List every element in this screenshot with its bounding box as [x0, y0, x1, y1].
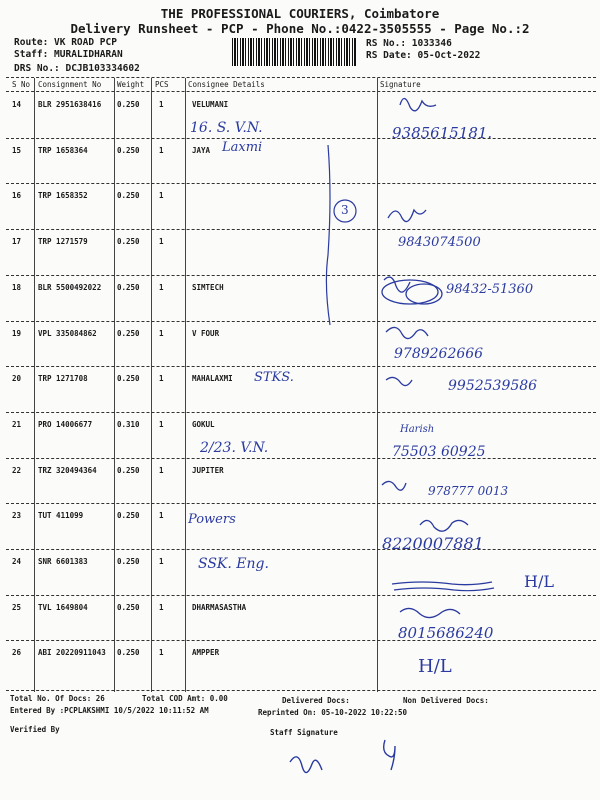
row-sno: 18 — [12, 282, 22, 292]
row-consignee: V FOUR — [192, 328, 220, 338]
hw-r24-consignee: SSK. Eng. — [198, 556, 269, 572]
hw-r21-consignee: 2/23. V.N. — [200, 440, 269, 456]
delivered-docs: Delivered Docs: — [282, 696, 350, 705]
reprinted-on: Reprinted On: 05-10-2022 10:22:50 — [258, 708, 408, 717]
row-weight: 0.310 — [117, 419, 140, 429]
row-sno: 15 — [12, 145, 22, 155]
hw-r23-signature: 8220007881 — [382, 534, 484, 553]
row-pcs: 1 — [159, 648, 164, 658]
row-consignment-no: TRZ 320494364 — [38, 465, 97, 475]
hw-r14-signature: 9385615181. — [392, 124, 493, 142]
col-consignee: Consignee Details — [188, 80, 265, 89]
row-pcs: 1 — [159, 465, 164, 475]
row-pcs: 1 — [159, 237, 164, 247]
row-sno: 20 — [12, 374, 22, 384]
verified-by: Verified By — [10, 725, 60, 734]
row-sno: 24 — [12, 557, 22, 566]
staff-label: Staff: MURALIDHARAN — [14, 49, 123, 60]
row-consignment-no: TRP 1658352 — [38, 191, 88, 201]
hw-r21-signature: 75503 60925 — [392, 444, 486, 460]
row-consignment-no: TRP 1271708 — [38, 374, 88, 384]
row-consignee: VELUMANI — [192, 100, 229, 109]
row-consignment-no: BLR 5500492022 — [38, 282, 102, 292]
hw-r19-signature: 9789262666 — [394, 346, 484, 362]
row-weight: 0.250 — [117, 328, 140, 338]
hw-circled-number: 3 — [341, 203, 349, 217]
col-signature: Signature — [380, 80, 421, 89]
total-cod: Total COD Amt: 0.00 — [142, 694, 228, 703]
row-weight: 0.250 — [117, 465, 140, 475]
row-pcs: 1 — [159, 100, 164, 109]
row-weight: 0.250 — [117, 145, 140, 155]
row-sno: 22 — [12, 465, 22, 475]
runsheet-subtitle: Delivery Runsheet - PCP - Phone No.:0422-3505555 - Page No.:2 — [70, 21, 530, 36]
company-name: THE PROFESSIONAL COURIERS, Coimbatore — [160, 6, 440, 21]
row-sno: 25 — [12, 602, 22, 612]
row-weight: 0.250 — [117, 100, 140, 109]
row-weight: 0.250 — [117, 374, 140, 384]
row-pcs: 1 — [159, 328, 164, 338]
row-pcs: 1 — [159, 145, 164, 155]
hw-r17-signature: 9843074500 — [398, 235, 481, 250]
total-docs: Total No. Of Docs: 26 — [10, 694, 105, 703]
hw-r20-consignee: STKS. — [254, 370, 294, 385]
row-weight: 0.250 — [117, 648, 140, 658]
row-weight: 0.250 — [117, 237, 140, 247]
row-weight: 0.250 — [117, 282, 140, 292]
row-consignment-no: TRP 1658364 — [38, 145, 88, 155]
row-consignment-no: TRP 1271579 — [38, 237, 88, 247]
row-sno: 19 — [12, 328, 22, 338]
hw-r18-signature: 98432-51360 — [446, 282, 534, 297]
hw-r20-signature: 9952539586 — [448, 378, 538, 394]
hw-r22-signature: 978777 0013 — [428, 484, 509, 498]
footer-divider — [6, 690, 596, 691]
row-consignment-no: ABI 20220911043 — [38, 648, 106, 658]
row-pcs: 1 — [159, 511, 164, 521]
row-consignment-no: PRO 14006677 — [38, 419, 93, 429]
hw-r24-mark: H/L — [524, 572, 554, 591]
row-consignee: AMPPER — [192, 648, 220, 658]
row-pcs: 1 — [159, 191, 164, 201]
row-sno: 23 — [12, 511, 22, 521]
entered-by: Entered By :PCPLAKSHMI 10/5/2022 10:11:52 AM — [10, 706, 209, 715]
row-consignee: SIMTECH — [192, 282, 224, 292]
col-weight: Weight — [117, 80, 145, 89]
row-pcs: 1 — [159, 419, 164, 429]
row-consignment-no: SNR 6601383 — [38, 557, 88, 566]
row-consignment-no: TUT 411099 — [38, 511, 84, 521]
col-pcs: PCS — [155, 80, 169, 89]
row-sno: 14 — [12, 100, 22, 109]
row-weight: 0.250 — [117, 511, 140, 521]
row-weight: 0.250 — [117, 602, 140, 612]
row-sno: 26 — [12, 648, 22, 658]
row-weight: 0.250 — [117, 557, 140, 566]
rs-number: RS No.: 1033346 — [366, 38, 452, 49]
hw-r14-consignee: 16. S. V.N. — [190, 120, 263, 136]
col-sno: S No — [12, 80, 31, 89]
col-consignment: Consignment No — [38, 80, 102, 89]
row-consignment-no: VPL 335084862 — [38, 328, 97, 338]
row-consignee: GOKUL — [192, 419, 215, 429]
drs-label: DRS No.: DCJB103334602 — [14, 63, 140, 74]
rs-date: RS Date: 05-Oct-2022 — [366, 50, 481, 61]
route-label: Route: VK ROAD PCP — [14, 37, 117, 48]
row-sno: 17 — [12, 237, 22, 247]
hw-r23-consignee: Powers — [188, 512, 236, 527]
row-sno: 21 — [12, 419, 22, 429]
row-weight: 0.250 — [117, 191, 140, 201]
row-consignee: JAYA — [192, 145, 211, 155]
row-consignee: MAHALAXMI — [192, 374, 233, 384]
row-consignee: JUPITER — [192, 465, 224, 475]
row-sno: 16 — [12, 191, 22, 201]
row-pcs: 1 — [159, 282, 164, 292]
row-consignment-no: TVL 1649804 — [38, 602, 88, 612]
row-pcs: 1 — [159, 374, 164, 384]
hw-r25-signature: 8015686240 — [398, 624, 494, 642]
row-consignment-no: BLR 2951638416 — [38, 100, 102, 109]
non-delivered-docs: Non Delivered Docs: — [403, 696, 489, 705]
hw-r21-name: Harish — [400, 424, 435, 435]
staff-signature-label: Staff Signature — [270, 728, 338, 737]
row-pcs: 1 — [159, 557, 164, 566]
hw-r15-consignee: Laxmi — [222, 140, 263, 155]
row-pcs: 1 — [159, 602, 164, 612]
row-consignee: DHARMASASTHA — [192, 602, 247, 612]
hw-r26-mark: H/L — [418, 656, 452, 677]
